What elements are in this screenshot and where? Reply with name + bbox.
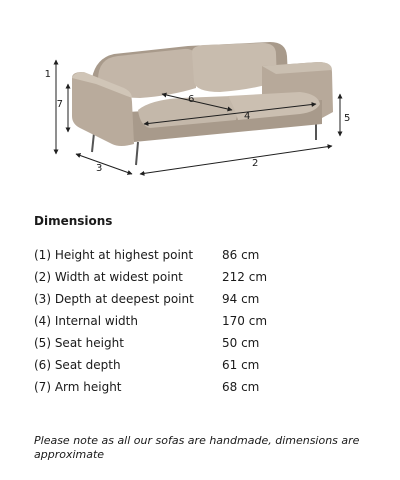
dimension-value: 68 cm [222, 380, 260, 394]
dimension-row-arm-height [34, 380, 374, 402]
sofa-dimension-diagram [0, 0, 400, 200]
dimension-label: (2) Width at widest point [34, 270, 183, 284]
callout-1: 1 [44, 69, 51, 80]
dim-line-width [140, 146, 332, 174]
dimension-row-seat-height [34, 336, 374, 358]
dimension-row-seat-depth [34, 358, 374, 380]
callout-2: 2 [252, 158, 259, 169]
dim-line-depth [76, 154, 132, 174]
dimension-value: 170 cm [222, 314, 268, 328]
callout-7: 7 [56, 99, 63, 110]
callout-6: 6 [188, 94, 195, 105]
dimension-label: (7) Arm height [34, 380, 122, 394]
callout-4: 4 [244, 111, 251, 122]
dimension-label: (4) Internal width [34, 314, 138, 328]
dimension-row-internal-width [34, 314, 374, 336]
dimension-value: 61 cm [222, 358, 260, 372]
section-title: Dimensions [34, 214, 113, 228]
callout-3: 3 [96, 163, 103, 174]
dimension-row-depth [34, 292, 374, 314]
callout-5: 5 [344, 113, 351, 124]
sofa-leg [92, 133, 94, 152]
dimension-value: 212 cm [222, 270, 268, 284]
dimension-value: 50 cm [222, 336, 260, 350]
dimension-label: (3) Depth at deepest point [34, 292, 194, 306]
dimension-row-width [34, 270, 374, 292]
handmade-note: Please note as all our sofas are handmade, dimensions are approximate [34, 434, 360, 461]
dimension-label: (6) Seat depth [34, 358, 121, 372]
sofa-leg [136, 142, 138, 165]
dimension-value: 94 cm [222, 292, 260, 306]
dimension-label: (5) Seat height [34, 336, 124, 350]
dimension-value: 86 cm [222, 248, 260, 262]
dimension-row-height [34, 248, 374, 270]
dimension-label: (1) Height at highest point [34, 248, 194, 262]
